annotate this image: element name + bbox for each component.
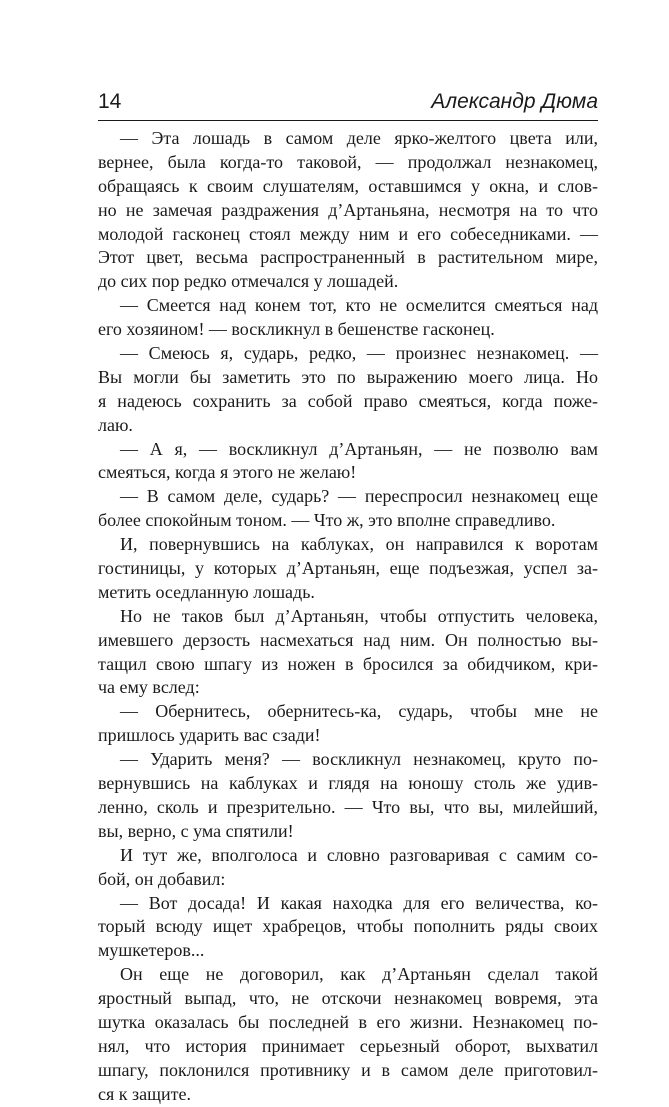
text-line: — В самом деле, сударь? — переспросил незнакомец еще <box>120 486 598 507</box>
text-line: И тут же, вполголоса и словно разговаривая с самим со- <box>120 844 598 865</box>
text-line: нял, что история принимает серьезный оборот, выхватил <box>98 1035 598 1056</box>
header-rule <box>98 120 598 121</box>
body-text <box>98 127 598 1107</box>
page-number: 14 <box>98 90 122 113</box>
text-line: вернувшись на каблуках и глядя на юношу столь же удив- <box>98 773 598 794</box>
text-line: ленно, сколь и презрительно. — Что вы, что вы, милейший, <box>98 796 598 817</box>
text-line: обращаясь к своим слушателям, оставшимся у окна, и слов- <box>98 175 598 196</box>
text-line: тащил свою шпагу из ножен в бросился за обидчиком, кри- <box>98 653 598 674</box>
text-line: но не замечая раздражения д’Артаньяна, несмотря на то что <box>98 199 598 220</box>
text-line: бой, он добавил: <box>98 868 226 889</box>
text-line: более спокойным тоном. — Что ж, это вполне справедливо. <box>98 510 556 531</box>
text-line: гостиницы, у которых д’Артаньян, еще подъезжая, успел за- <box>98 558 598 579</box>
text-line: его хозяином! — воскликнул в бешенстве гасконец. <box>98 319 495 340</box>
text-line: шутка оказалась бы последней в его жизни. Незнакомец по- <box>98 1011 598 1032</box>
text-line: вы, верно, с ума спятили! <box>98 820 294 841</box>
text-line: метить оседланную лошадь. <box>98 581 315 602</box>
text-line: ся к защите. <box>98 1083 191 1104</box>
text-line: — Обернитесь, обернитесь-ка, сударь, чтобы мне не <box>120 701 598 722</box>
text-line: смеяться, когда я этого не желаю! <box>98 462 357 483</box>
text-line: — А я, — воскликнул д’Артаньян, — не позволю вам <box>120 438 598 459</box>
page-header <box>98 86 598 118</box>
text-line: пришлось ударить вас сзади! <box>98 725 321 746</box>
text-line: имевшего дерзость насмехаться над ним. Он полностью вы- <box>98 629 598 650</box>
text-line: шпагу, поклонился противнику и в самом деле приготовил- <box>98 1059 598 1080</box>
text-line: торый всюду ищет храбрецов, чтобы пополнить ряды своих <box>98 916 598 937</box>
text-line: Вы могли бы заметить это по выражению моего лица. Но <box>98 366 598 387</box>
text-line: — Смеюсь я, сударь, редко, — произнес незнакомец. — <box>120 343 598 364</box>
text-line: — Ударить меня? — воскликнул незнакомец, круто по- <box>120 749 598 770</box>
text-line: мушкетеров... <box>98 940 205 961</box>
text-line: Он еще не договорил, как д’Артаньян сделал такой <box>120 964 598 985</box>
text-line: Этот цвет, весьма распространенный в растительном мире, <box>98 247 598 268</box>
text-line: — Эта лошадь в самом деле ярко-желтого цвета или, <box>120 128 598 148</box>
text-line: я надеюсь сохранить за собой право смеяться, когда поже- <box>98 390 598 411</box>
text-line: до сих пор редко отмечался у лошадей. <box>98 271 399 292</box>
text-line: вернее, была когда-то таковой, — продолжал незнакомец, <box>98 151 598 172</box>
text-line: яростный выпад, что, не отскочи незнакомец вовремя, эта <box>98 988 598 1009</box>
text-line: — Вот досада! И какая находка для его величества, ко- <box>120 892 598 913</box>
text-line: Но не таков был д’Артаньян, чтобы отпустить человека, <box>120 605 598 626</box>
text-line: молодой гасконец стоял между ним и его собеседниками. — <box>98 223 598 244</box>
text-line: И, повернувшись на каблуках, он направился к воротам <box>120 534 598 555</box>
text-line: — Смеется над конем тот, кто не осмелится смеяться над <box>120 295 598 316</box>
text-line: ча ему вслед: <box>98 677 200 698</box>
running-title: Александр Дюма <box>431 90 598 113</box>
text-line: лаю. <box>98 414 133 435</box>
